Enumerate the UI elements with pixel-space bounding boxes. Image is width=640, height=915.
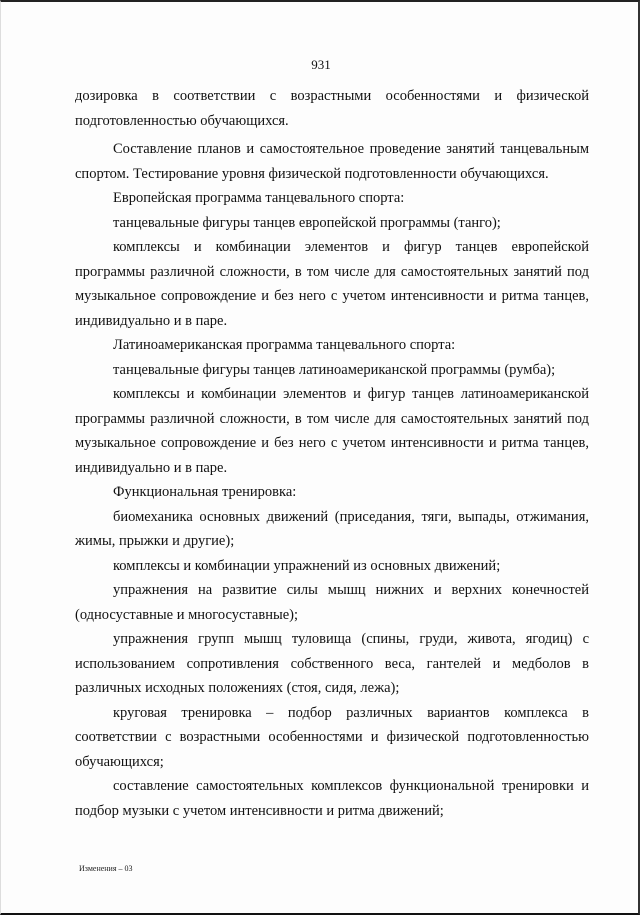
paragraph: Европейская программа танцевального спорта: (113, 190, 405, 206)
paragraph: танцевальные фигуры танцев латиноамериканской программы (румба); (113, 361, 556, 378)
paragraph: упражнения групп мышц туловища (спины, груди, живота, ягодиц) с использованием сопротивления собственного веса, гантелей и медболов в различных исходных положениях (стоя, сидя, лежа); (75, 631, 589, 696)
paragraph: танцевальные фигуры танцев европейской программы (танго); (113, 214, 501, 231)
paragraph: круговая тренировка – подбор различных вариантов комплекса в соответствии с возрастными особенностями и физической подготовленностью обучающихся; (75, 704, 589, 770)
paragraph: дозировка в соответствии с возрастными особенностями и физической подготовленностью обучающихся. (75, 88, 589, 129)
paragraph: упражнения на развитие силы мышц нижних и верхних конечностей (односуставные и многосуставные); (75, 582, 589, 623)
paragraph: комплексы и комбинации элементов и фигур танцев европейской программы различной сложности, в том числе для самостоятельных занятий под музыкальное сопровождение и без него с учетом интенсивности и ритма танцев, индивидуально и в паре. (75, 239, 589, 329)
footer-note: Изменения – 03 (79, 864, 133, 873)
paragraph: составление самостоятельных комплексов функциональной тренировки и подбор музыки с учетом интенсивности и ритма движений; (75, 778, 589, 819)
page-number: 931 (311, 57, 331, 72)
paragraph: Латиноамериканская программа танцевального спорта: (113, 337, 456, 353)
paragraph: биомеханика основных движений (приседания, тяги, выпады, отжимания, жимы, прыжки и другие); (75, 508, 589, 549)
paragraph: Функциональная тренировка: (113, 484, 297, 500)
paragraph: комплексы и комбинации упражнений из основных движений; (113, 557, 501, 574)
body-text (75, 84, 589, 823)
paragraph: Составление планов и самостоятельное проведение занятий танцевальным спортом. Тестирование уровня физической подготовленности обучающихся. (75, 141, 589, 182)
paragraph: комплексы и комбинации элементов и фигур танцев латиноамериканской программы различной сложности, в том числе для самостоятельных занятий под музыкальное сопровождение и без него с учетом интенсивности и ритма танцев, индивидуально и в паре. (75, 386, 589, 476)
